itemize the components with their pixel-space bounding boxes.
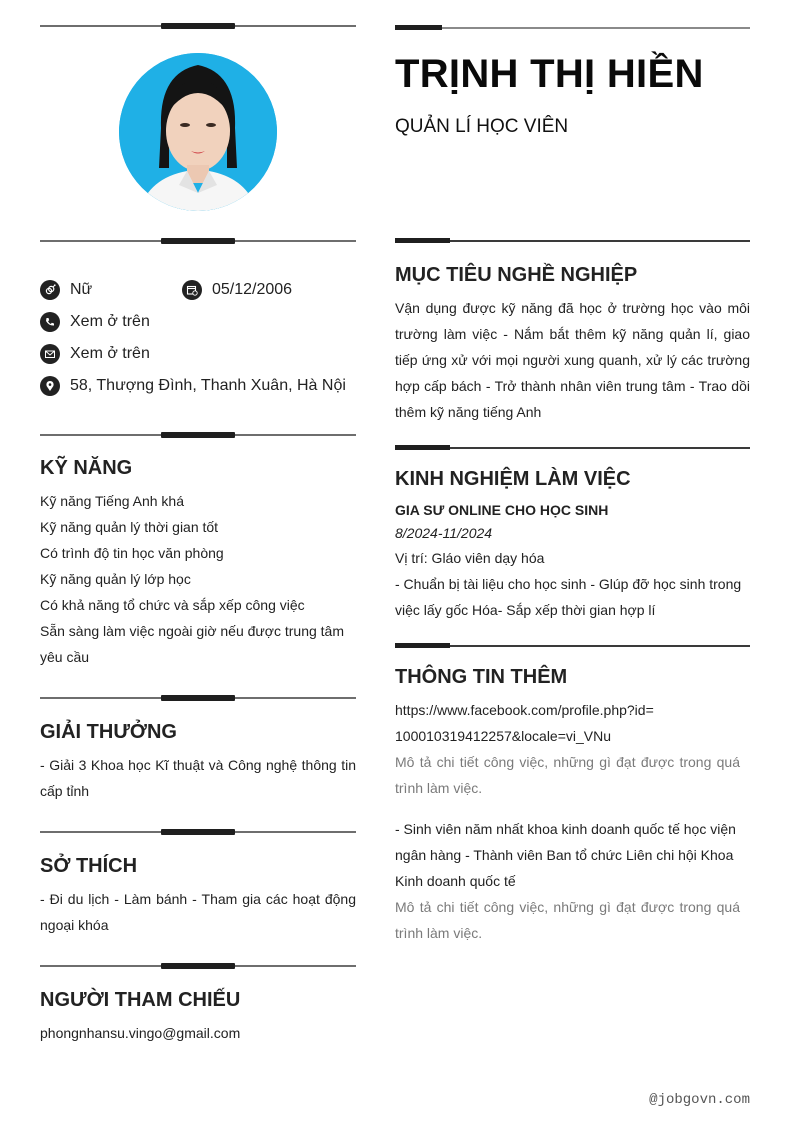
phone-row bbox=[40, 311, 150, 333]
skills-list bbox=[40, 488, 356, 670]
divider bbox=[40, 694, 356, 702]
calendar-icon bbox=[182, 280, 202, 300]
birthday-row bbox=[182, 279, 292, 301]
hobbies-title: SỞ THÍCH bbox=[40, 855, 138, 877]
skill-item: Sẵn sàng làm việc ngoài giờ nếu được trung tâm yêu cầu bbox=[40, 623, 345, 665]
objective-title: MỤC TIÊU NGHỀ NGHIỆP bbox=[395, 264, 638, 286]
divider bbox=[395, 643, 750, 649]
divider bbox=[395, 238, 750, 244]
email-icon bbox=[40, 344, 60, 364]
skill-item: Có khả năng tổ chức và sắp xếp công việc bbox=[40, 597, 305, 613]
facebook-link[interactable]: https://www.facebook.com/profile.php?id=100010319412257&locale=vi_VNu bbox=[395, 702, 654, 744]
skill-item: Có trình độ tin học văn phòng bbox=[40, 545, 224, 561]
divider bbox=[40, 22, 356, 30]
divider bbox=[40, 431, 356, 439]
additional-placeholder: Mô tả chi tiết công việc, những gì đạt được trong quá trình làm việc. bbox=[395, 754, 740, 796]
skill-item: Kỹ năng quản lý thời gian tốt bbox=[40, 519, 219, 535]
divider bbox=[395, 25, 750, 31]
experience-description: - Chuẩn bị tài liệu cho học sinh - Glúp đỡ học sinh trong việc lấy gốc Hóa- Sắp xếp thời gian hợp lí bbox=[395, 576, 742, 618]
address-value: 58, Thượng Đình, Thanh Xuân, Hà Nội bbox=[70, 377, 346, 394]
watermark: @jobgovn.com bbox=[649, 1092, 750, 1108]
additional-title: THÔNG TIN THÊM bbox=[395, 666, 568, 688]
awards-title: GIẢI THƯỞNG bbox=[40, 721, 177, 743]
gender-icon bbox=[40, 280, 60, 300]
experience-period: 8/2024-11/2024 bbox=[395, 525, 493, 541]
avatar bbox=[119, 53, 277, 211]
email-value: Xem ở trên bbox=[70, 345, 150, 362]
experience-title: KINH NGHIỆM LÀM VIỆC bbox=[395, 468, 631, 490]
gender-row bbox=[40, 279, 92, 301]
additional-placeholder: Mô tả chi tiết công việc, những gì đạt được trong quá trình làm việc. bbox=[395, 899, 740, 941]
avatar-photo bbox=[119, 53, 277, 211]
skill-item: Kỹ năng quản lý lớp học bbox=[40, 571, 191, 587]
experience-position: Vị trí: Gláo viên dạy hóa bbox=[395, 550, 545, 566]
objective-text: Vận dụng được kỹ năng đã học ở trường học vào môi trường làm việc - Nắm bắt thêm kỹ năng quản lí, giao tiếp ứng xử với mọi người xung quanh, xử lý các trường hợp cấp bách - Trở thành nhân viên trung tâm - Trao dồi thêm kỹ năng tiếng Anh bbox=[395, 300, 750, 420]
awards-text: - Giải 3 Khoa học Kĩ thuật và Công nghệ thông tin cấp tỉnh bbox=[40, 757, 356, 799]
references-text: phongnhansu.vingo@gmail.com bbox=[40, 1025, 241, 1041]
phone-value: Xem ở trên bbox=[70, 313, 150, 330]
divider bbox=[395, 445, 750, 451]
full-name: TRỊNH THỊ HIỀN bbox=[395, 52, 704, 96]
email-row bbox=[40, 343, 150, 365]
phone-icon bbox=[40, 312, 60, 332]
gender-value: Nữ bbox=[70, 281, 93, 298]
skills-title: KỸ NĂNG bbox=[40, 457, 133, 479]
experience-company: GIA SƯ ONLINE CHO HỌC SINH bbox=[395, 502, 609, 518]
hobbies-text: - Đi du lịch - Làm bánh - Tham gia các hoạt động ngoại khóa bbox=[40, 891, 356, 933]
divider bbox=[40, 962, 356, 970]
job-title: QUẢN LÍ HỌC VIÊN bbox=[395, 116, 569, 137]
location-icon bbox=[40, 376, 60, 396]
address-row bbox=[40, 375, 346, 397]
skill-item: Kỹ năng Tiếng Anh khá bbox=[40, 493, 184, 509]
birthday-value: 05/12/2006 bbox=[212, 281, 293, 298]
divider bbox=[40, 828, 356, 836]
references-title: NGƯỜI THAM CHIẾU bbox=[40, 989, 241, 1011]
additional-text: - Sinh viên năm nhất khoa kinh doanh quốc tế học viện ngân hàng - Thành viên Ban tổ chức Liên chi hội Khoa Kinh doanh quốc tế bbox=[395, 821, 736, 889]
divider bbox=[40, 237, 356, 245]
